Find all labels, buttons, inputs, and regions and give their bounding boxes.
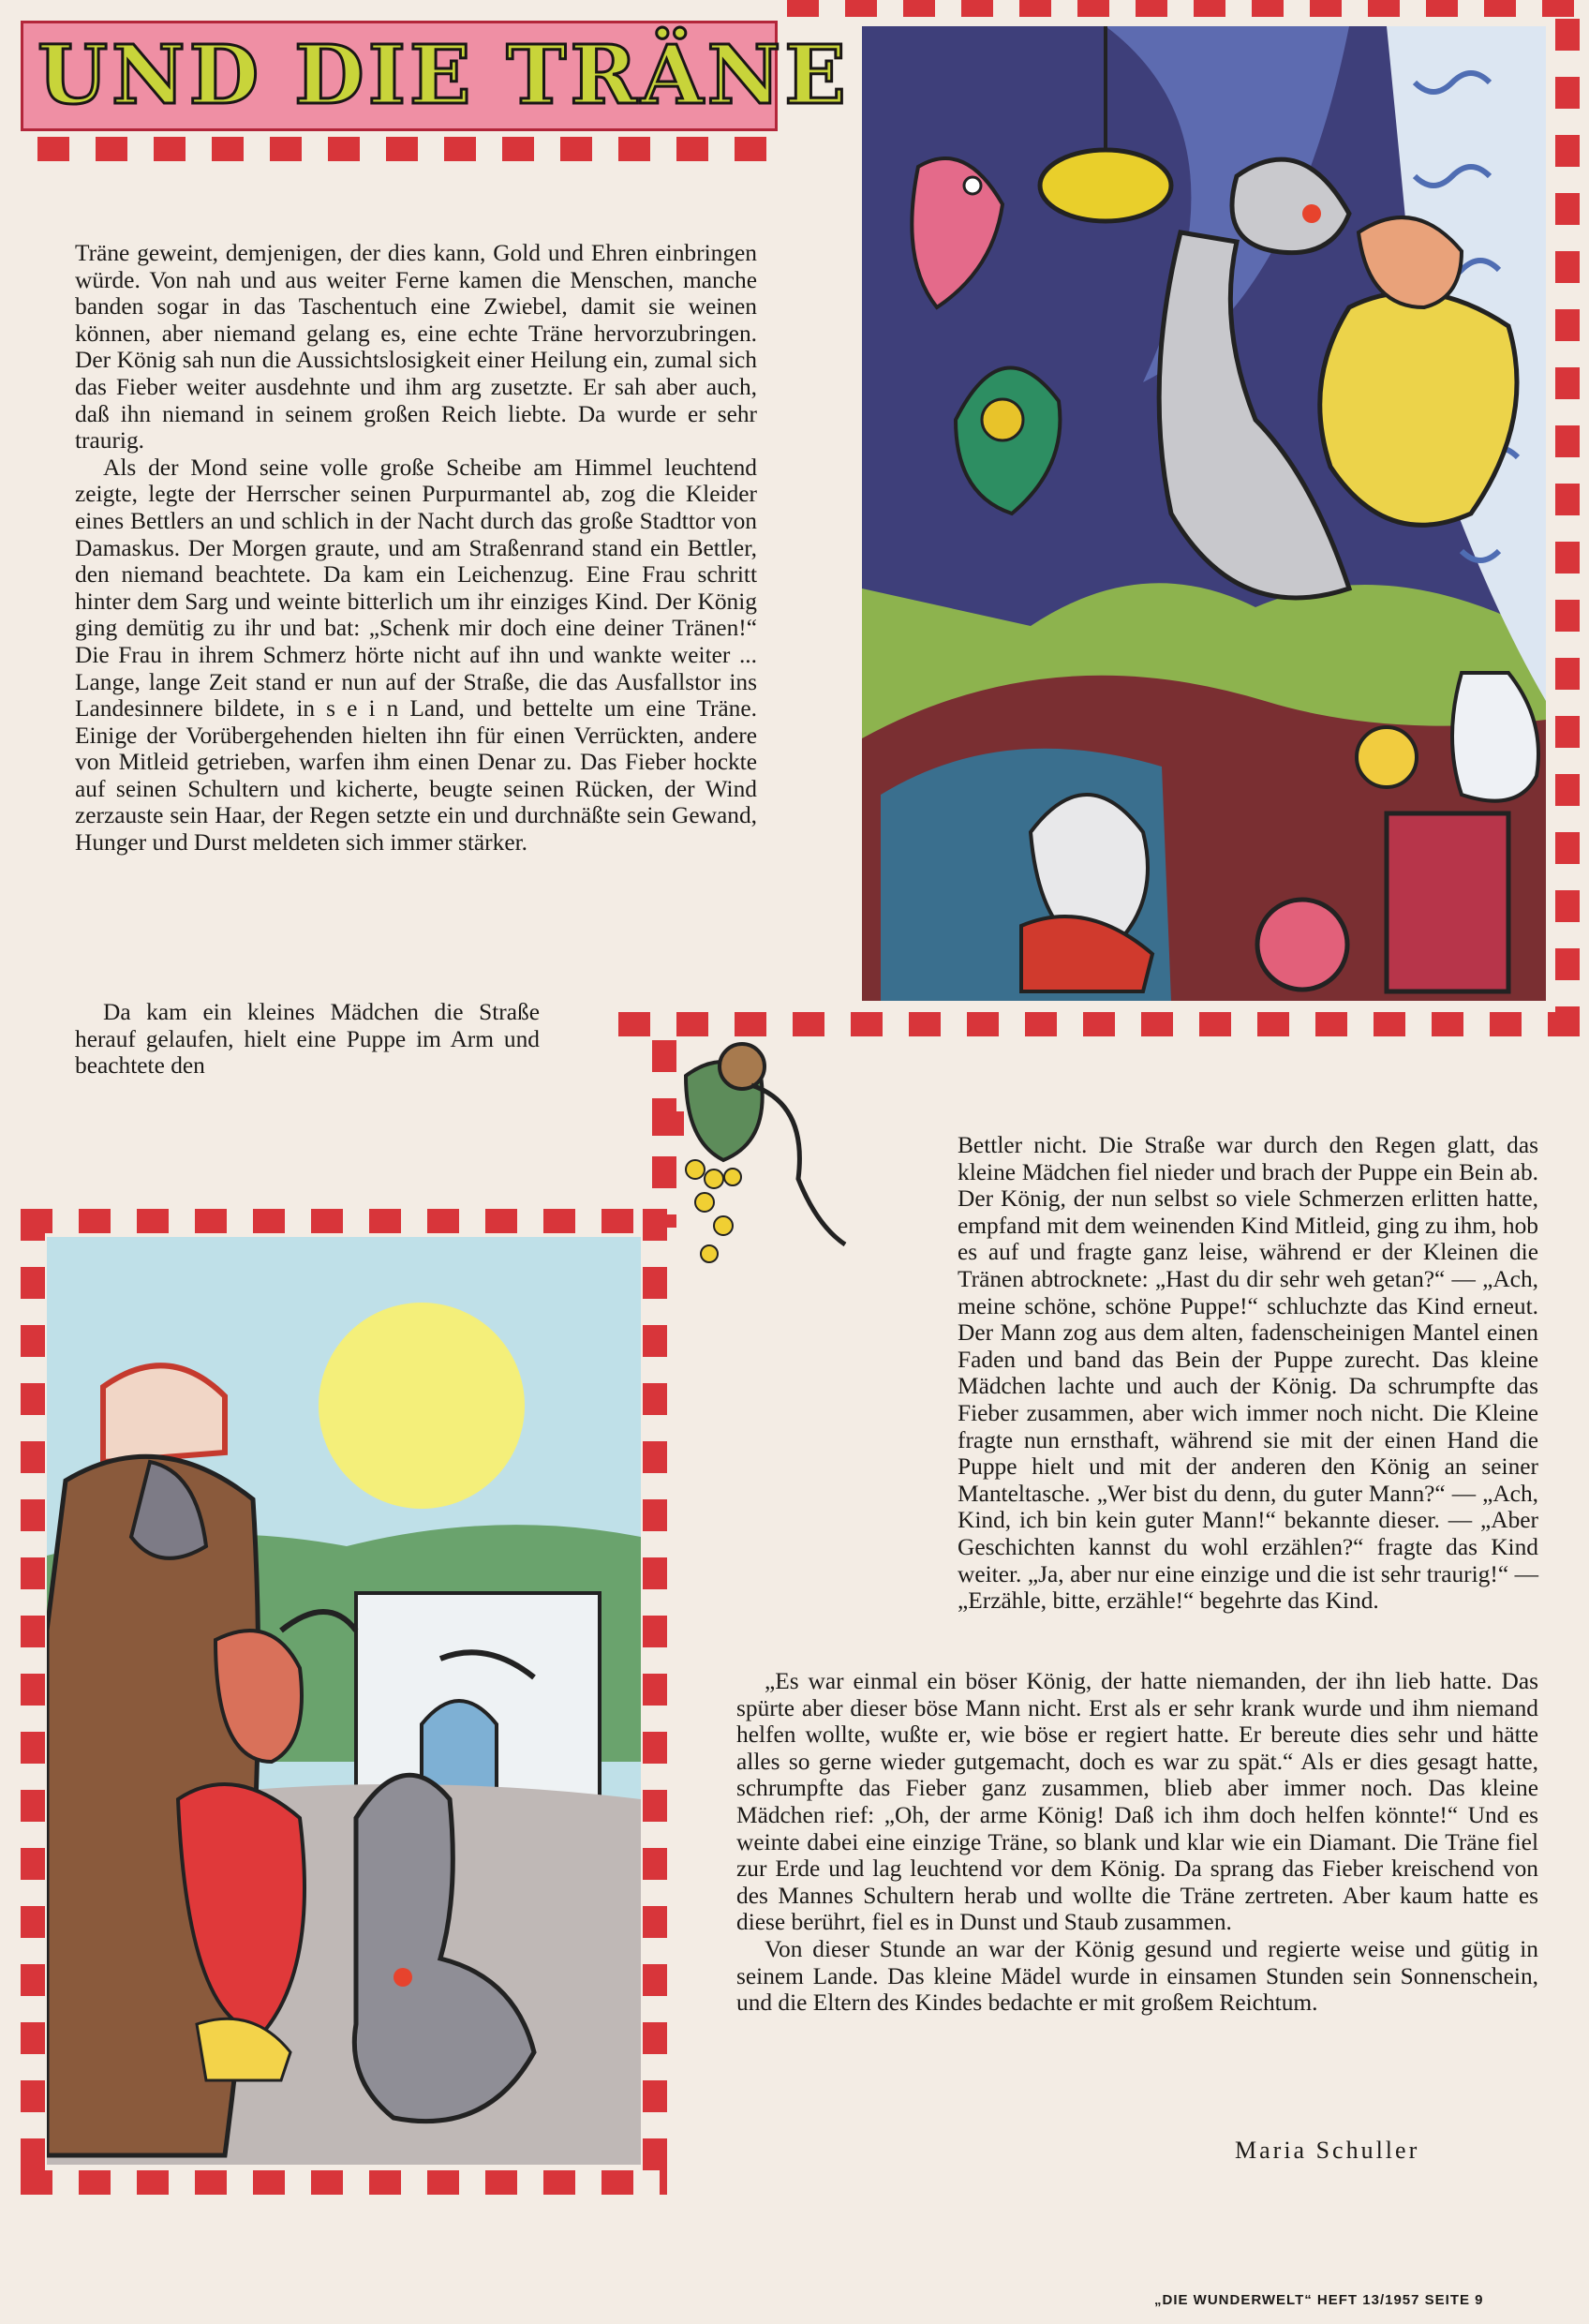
checker-border-top (37, 137, 778, 161)
page-footer: „DIE WUNDERWELT“ HEFT 13/1957 SEITE 9 (1154, 2292, 1484, 2308)
paragraph: Von dieser Stunde an war der König gesund und regierte weise und gütig in seinem Lande. Das kleine Mädel wurde in einsamen Stunden sein Sonnenschein, und die Eltern des Kindes bedachte er mit großem Reichtum. (736, 1935, 1538, 2017)
paragraph: Als der Mond seine volle große Scheibe am Himmel leuchtend zeigte, legte der Herrscher seinen Purpurmantel ab, zog die Kleider eines Bettlers an und schlich in der Nacht durch das große Stadttor von Damaskus. Der Morgen graute, und am Straßenrand stand ein Bettler, den niemand beachtete. Da kam ein Leichenzug. Eine Frau schritt hinter dem Sarg und weinte bitterlich um ihr einziges Kind. Der König ging demütig zu ihr und bat: „Schenk mir doch eine deiner Tränen!“ Die Frau in ihrem Schmerz hörte nicht auf ihn und wankte weiter ... Lange, lange Zeit stand er nun auf der Straße, die das Ausfallstor ins Landesinnere bildete, in s e i n Land, und bettelte um eine Träne. Einige der Vorübergehenden hielten ihn für einen Verrückten, andere von Mitleid getrieben, warfen ihm einen Denar zu. Das Fieber hockte auf seinen Schultern und kicherte, beugte seinen Rücken, der Wind zerzauste sein Haar, der Regen setzte ein und durchnäßte sein Gewand, Hunger und Durst meldeten sich immer stärker. (75, 454, 757, 857)
text-column-right (736, 1668, 1538, 2017)
illustration-beggar-girl (47, 1237, 641, 2165)
text-column-right-narrow (958, 1132, 1538, 1615)
illustration-monkey-coins (667, 1038, 883, 1301)
checker-border-bottom (21, 2170, 667, 2195)
paragraph: Bettler nicht. Die Straße war durch den Regen glatt, das kleine Mädchen fiel nieder und brach der Puppe ein Bein ab. Der König, der nun selbst so viele Schmerzen erlitten hatte, empfand mit dem weinenden Kind Mitleid, ging zu ihm, hob es auf und fragte ganz leise, während er der Kleinen die Tränen abtrocknete: „Hast du dir sehr weh getan?“ — „Ach, meine schöne, schöne Puppe!“ schluchzte das Kind erneut. Der Mann zog aus dem alten, fadenscheinigen Mantel einen Faden und band das Bein der Puppe zurecht. Das kleine Mädchen lachte und auch der König. Da schrumpfte das Fieber zusammen, aber wich immer noch nicht. Die Kleine fragte nun ernsthaft, während sie mit der einen Hand die Puppe hielt und mit der anderen den König an seiner Manteltasche. „Wer bist du denn, du guter Mann?“ — „Ach, Kind, ich bin kein guter Mann!“ bekannte dieser. — „Aber Geschichten kannst du wohl erzählen?“ fragte das Kind weiter. „Ja, aber nur eine einzige und die ist sehr traurig!“ — „Erzähle, bitte, erzähle!“ begehrte das Kind. (958, 1132, 1538, 1615)
paragraph: „Es war einmal ein böser König, der hatte niemanden, der ihn lieb hatte. Das spürte aber dieser böse Mann nicht. Erst als er sehr krank wurde und ihm niemand helfen wollte, wußte er, wie böse er regiert hatte. Er bereute dies sehr und hätte alles so gerne wieder gutgemacht, doch es war zu spät.“ Als er dies gesagt hatte, schrumpfte das Fieber ganz zusammen, blieb aber immer noch. Das kleine Mädchen rief: „Oh, der arme König! Daß ich ihm doch helfen könnte!“ Und es weinte dabei eine einzige Träne, so blank und klar wie ein Diamant. Die Träne fiel zur Erde und lag leuchtend vor dem König. Da sprang das Fieber kreischend von des Mannes Schultern herab und wollte die Träne zertreten. Aber kaum hatte es diese berührt, fiel es in Dunst und Staub zusammen. (736, 1668, 1538, 1936)
text-column-left-narrow (75, 999, 540, 1080)
paragraph: Träne geweint, demjenigen, der dies kann, Gold und Ehren einbringen würde. Von nah und aus weiter Ferne kamen die Menschen, manche banden sogar in das Taschentuch eine Zwiebel, damit sie weinen können, aber niemand gelang es, eine echte Träne hervorzubringen. Der König sah nun die Aussichtslosigkeit einer Heilung ein, zumal sich das Fieber weiter ausdehnte und ihm arg zusetzte. Er sah aber auch, daß ihn niemand in seinem großen Reich liebte. Da wurde er sehr traurig. (75, 240, 757, 454)
author-signature: Maria Schuller (1235, 2137, 1420, 2164)
checker-border-left-bottom (21, 1209, 45, 2193)
checker-border-right-top (1555, 19, 1580, 1012)
checker-border-mid (618, 1012, 1583, 1036)
checker-border-bottom-illustration (21, 1209, 667, 1233)
illustration-sick-king (862, 26, 1546, 1001)
page-title: UND DIE TRÄNE (37, 28, 850, 123)
checker-border-top-illustration (787, 0, 1583, 17)
paragraph: Da kam ein kleines Mädchen die Straße herauf gelaufen, hielt eine Puppe im Arm und beachtete den (75, 999, 540, 1080)
text-column-left (75, 240, 757, 857)
checker-border-right-bottom (643, 1209, 667, 2193)
